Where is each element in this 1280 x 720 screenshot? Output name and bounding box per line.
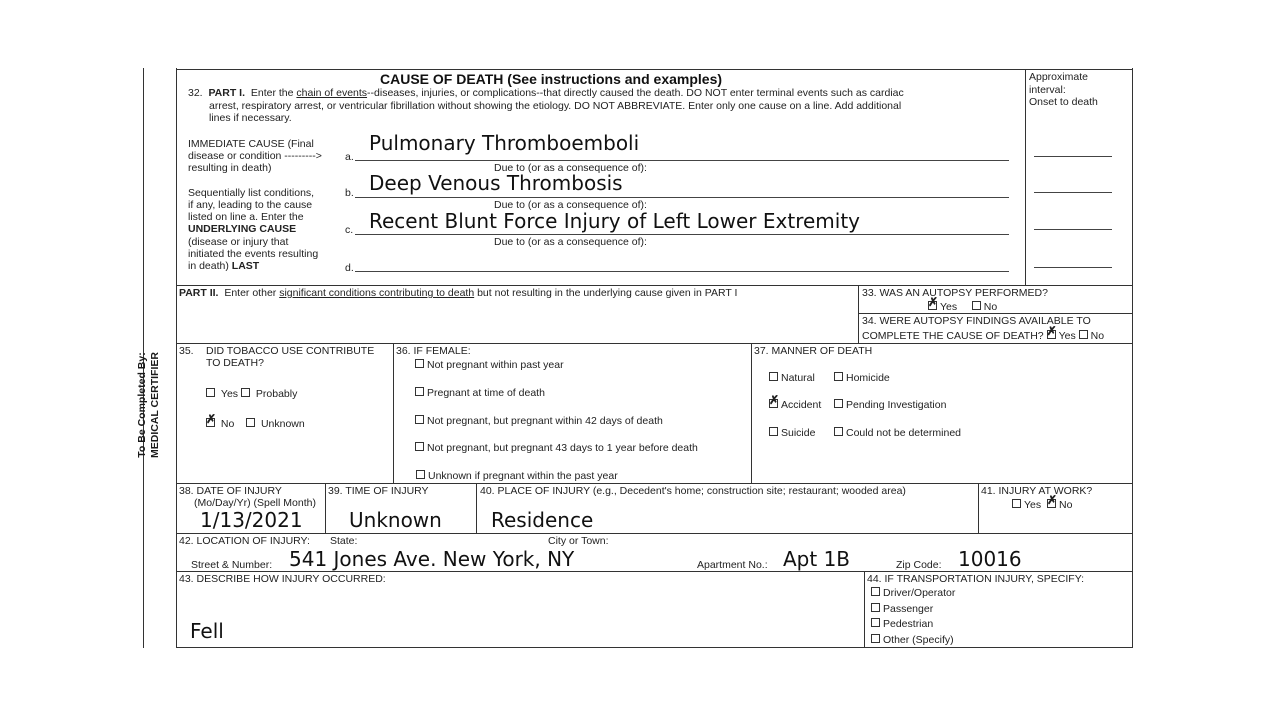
female-option-4[interactable] [415, 442, 698, 454]
transport-option-1[interactable] [871, 587, 955, 599]
sequential-label-7: in death) LAST [188, 260, 260, 272]
female-option-3-label: Not pregnant, but pregnant within 42 days of death [427, 415, 663, 427]
tobacco-row-1 [206, 388, 297, 400]
cause-b-value[interactable]: Deep Venous Thrombosis [369, 171, 623, 195]
female-manner-divider [751, 343, 752, 483]
manner-pending-checkbox[interactable] [834, 399, 843, 408]
injury-at-work-label: 41. INJURY AT WORK? [981, 485, 1093, 497]
time-of-injury-label: 39. TIME OF INJURY [328, 485, 429, 497]
manner-undetermined-checkbox[interactable] [834, 427, 843, 436]
immediate-cause-label-2: disease or condition ---------> [188, 150, 322, 162]
part1-instructions-line3: lines if necessary. [209, 112, 292, 124]
place-of-injury-label: 40. PLACE OF INJURY (e.g., Decedent's home; construction site; restaurant; wooded area) [480, 485, 906, 497]
interval-column-divider [1025, 69, 1026, 285]
female-option-1-label: Not pregnant within past year [427, 359, 564, 371]
transport-other-checkbox[interactable] [871, 634, 880, 643]
part2-title: PART II. [179, 287, 219, 299]
manner-undetermined-label: Could not be determined [846, 427, 961, 439]
side-label-line1: To Be Completed By: [136, 352, 148, 458]
immediate-cause-label-1: IMMEDIATE CAUSE (Final [188, 138, 314, 150]
transport-option-3[interactable] [871, 618, 933, 630]
part1-instructions-line2: arrest, respiratory arrest, or ventricular fibrillation without showing the etiology. DO NOT ABBREVIATE. Enter only one cause on a line. Add additional [209, 100, 902, 112]
autopsy-no-label: No [983, 301, 998, 313]
female-option-2-label: Pregnant at time of death [427, 387, 545, 399]
autopsy-question-34-line2 [862, 330, 1104, 342]
findings-yes-label: Yes [1058, 330, 1076, 342]
female-option-4-checkbox[interactable] [415, 442, 424, 451]
form-top-border [176, 69, 1132, 70]
cause-of-death-heading: CAUSE OF DEATH (See instructions and examples) [380, 71, 723, 87]
street-value[interactable]: 541 Jones Ave. New York, NY [289, 547, 575, 571]
transport-passenger-label: Passenger [883, 603, 934, 615]
autopsy-yes-checkbox[interactable] [928, 301, 937, 310]
female-option-5[interactable] [416, 470, 618, 482]
tobacco-no-checkbox[interactable] [206, 418, 215, 427]
transport-other-label: Other (Specify) [883, 634, 954, 646]
interval-line-b [1034, 192, 1112, 193]
sequential-label-4: UNDERLYING CAUSE [188, 223, 297, 235]
part1-rest: --diseases, injuries, or complications--that directly caused the death. DO NOT enter terminal events such as cardiac [367, 87, 904, 99]
state-label: State: [330, 535, 358, 547]
manner-suicide[interactable] [769, 427, 815, 439]
city-label: City or Town: [548, 535, 609, 547]
manner-title: 37. MANNER OF DEATH [754, 345, 873, 357]
section-divider-part2 [176, 285, 1132, 286]
part2-rest: but not resulting in the underlying cause given in PART I [477, 287, 738, 299]
tobacco-female-divider [393, 343, 394, 483]
findings-yes-checkbox[interactable] [1047, 330, 1056, 339]
female-option-2-checkbox[interactable] [415, 387, 424, 396]
tobacco-question-2: TO DEATH? [206, 357, 264, 369]
autopsy-no-checkbox[interactable] [972, 301, 981, 310]
female-option-3-checkbox[interactable] [415, 415, 424, 424]
tobacco-question-1: DID TOBACCO USE CONTRIBUTE [206, 345, 375, 357]
zip-label: Zip Code: [896, 559, 942, 571]
line-letter-d: d. [345, 262, 354, 274]
section-divider-35 [176, 343, 1132, 344]
transport-passenger-checkbox[interactable] [871, 603, 880, 612]
form-left-border [176, 68, 177, 648]
part1-pre: Enter the [250, 87, 294, 99]
zip-value[interactable]: 10016 [958, 547, 1022, 571]
sequential-label-2: if any, leading to the cause [188, 199, 313, 211]
findings-no-checkbox[interactable] [1079, 330, 1088, 339]
female-option-1[interactable] [415, 359, 564, 371]
section-divider-38 [176, 483, 1132, 484]
time-of-injury-value[interactable]: Unknown [349, 508, 442, 532]
section-divider-42 [176, 533, 1132, 534]
cause-a-value[interactable]: Pulmonary Thromboemboli [369, 131, 640, 155]
transport-label: 44. IF TRANSPORTATION INJURY, SPECIFY: [867, 573, 1085, 585]
female-title: 36. IF FEMALE: [396, 345, 471, 357]
autopsy-column-divider [858, 285, 859, 343]
line-letter-a: a. [345, 151, 354, 163]
manner-homicide[interactable] [834, 372, 890, 384]
injury-at-work-options [1012, 499, 1072, 511]
chain-of-events-link: chain of events [296, 87, 368, 99]
tobacco-probably-label: Probably [255, 388, 298, 400]
tobacco-row-2 [206, 418, 305, 430]
part2-pre: Enter other [224, 287, 277, 299]
autopsy-options [928, 301, 997, 313]
interval-label-1: Approximate [1029, 71, 1088, 83]
part1-title: PART I. [208, 87, 246, 99]
transport-option-4[interactable] [871, 634, 954, 646]
significant-conditions-link: significant conditions contributing to death [279, 287, 475, 299]
due-to-label-1: Due to (or as a consequence of): [494, 162, 647, 174]
interval-label-2: interval: [1029, 84, 1066, 96]
immediate-cause-label-3: resulting in death) [188, 162, 272, 174]
manner-suicide-label: Suicide [781, 427, 816, 439]
cause-line-a [355, 160, 1009, 161]
female-option-5-checkbox[interactable] [416, 470, 425, 479]
manner-accident-checkbox[interactable] [769, 399, 778, 408]
cause-line-d [355, 271, 1009, 272]
female-option-5-label: Unknown if pregnant within the past year [428, 470, 618, 482]
describe-transport-divider [864, 571, 865, 647]
work-no-label: No [1058, 499, 1073, 511]
tobacco-num: 35. [179, 345, 194, 357]
describe-injury-label: 43. DESCRIBE HOW INJURY OCCURRED: [179, 573, 386, 585]
female-option-2[interactable] [415, 387, 545, 399]
sequential-label-5: (disease or injury that [188, 236, 289, 248]
tobacco-yes-checkbox[interactable] [206, 388, 215, 397]
cause-line-c [355, 234, 1009, 235]
manner-accident[interactable] [769, 399, 821, 411]
transport-pedestrian-checkbox[interactable] [871, 618, 880, 627]
location-label: 42. LOCATION OF INJURY: [179, 535, 310, 547]
manner-homicide-label: Homicide [846, 372, 890, 384]
date-of-injury-label-2: (Mo/Day/Yr) (Spell Month) [194, 497, 316, 509]
place-work-divider [978, 483, 979, 533]
section-divider-43 [176, 571, 1132, 572]
part1-instructions-line1 [188, 87, 904, 99]
date-of-injury-value[interactable]: 1/13/2021 [200, 508, 303, 532]
autopsy-divider [858, 313, 1132, 314]
apartment-value[interactable]: Apt 1B [783, 547, 851, 571]
line-letter-c: c. [345, 224, 354, 236]
female-option-3[interactable] [415, 415, 663, 427]
form-right-border [1132, 68, 1133, 648]
tobacco-unknown-checkbox[interactable] [246, 418, 255, 427]
work-no-checkbox[interactable] [1047, 499, 1056, 508]
side-label [136, 345, 162, 465]
sequential-label-6: initiated the events resulting [188, 248, 319, 260]
place-of-injury-value[interactable]: Residence [491, 508, 594, 532]
transport-driver-checkbox[interactable] [871, 587, 880, 596]
work-yes-checkbox[interactable] [1012, 499, 1021, 508]
tobacco-probably-checkbox[interactable] [241, 388, 250, 397]
cause-c-value[interactable]: Recent Blunt Force Injury of Left Lower Extremity [369, 209, 861, 233]
manner-natural-checkbox[interactable] [769, 372, 778, 381]
interval-line-d [1034, 267, 1112, 268]
describe-injury-value[interactable]: Fell [190, 619, 224, 643]
findings-no-label: No [1090, 330, 1105, 342]
part2-label [179, 287, 737, 299]
autopsy-q34-text: COMPLETE THE CAUSE OF DEATH? [862, 330, 1044, 342]
autopsy-question-33: 33. WAS AN AUTOPSY PERFORMED? [862, 287, 1048, 299]
sequential-label-3: listed on line a. Enter the [188, 211, 304, 223]
apartment-label: Apartment No.: [697, 559, 768, 571]
interval-label-3: Onset to death [1029, 96, 1098, 108]
side-label-line2: MEDICAL CERTIFIER [149, 352, 161, 458]
transport-driver-label: Driver/Operator [883, 587, 956, 599]
transport-option-2[interactable] [871, 603, 933, 615]
manner-natural[interactable] [769, 372, 815, 384]
line-letter-b: b. [345, 187, 354, 199]
manner-undetermined[interactable] [834, 427, 961, 439]
date-time-divider [325, 483, 326, 533]
tobacco-no-label: No [220, 418, 235, 430]
form-bottom-border [176, 647, 1132, 648]
part1-num: 32. [188, 87, 203, 99]
manner-natural-label: Natural [781, 372, 815, 384]
female-option-4-label: Not pregnant, but pregnant 43 days to 1 year before death [427, 442, 698, 454]
sequential-label-1: Sequentially list conditions, [188, 187, 315, 199]
manner-homicide-checkbox[interactable] [834, 372, 843, 381]
tobacco-unknown-label: Unknown [260, 418, 305, 430]
interval-line-a [1034, 156, 1112, 157]
tobacco-yes-label: Yes [220, 388, 239, 400]
manner-accident-label: Accident [781, 399, 822, 411]
transport-pedestrian-label: Pedestrian [883, 618, 934, 630]
manner-suicide-checkbox[interactable] [769, 427, 778, 436]
work-yes-label: Yes [1024, 499, 1042, 511]
autopsy-question-34-line1: 34. WERE AUTOPSY FINDINGS AVAILABLE TO [862, 315, 1091, 327]
female-option-1-checkbox[interactable] [415, 359, 424, 368]
due-to-label-2: Due to (or as a consequence of): [494, 199, 647, 211]
autopsy-yes-label: Yes [940, 301, 958, 313]
date-of-injury-label-1: 38. DATE OF INJURY [179, 485, 282, 497]
street-label: Street & Number: [191, 559, 273, 571]
manner-pending-label: Pending Investigation [846, 399, 947, 411]
interval-line-c [1034, 229, 1112, 230]
time-place-divider [476, 483, 477, 533]
cause-line-b [355, 197, 1009, 198]
due-to-label-3: Due to (or as a consequence of): [494, 236, 647, 248]
manner-pending[interactable] [834, 399, 946, 411]
